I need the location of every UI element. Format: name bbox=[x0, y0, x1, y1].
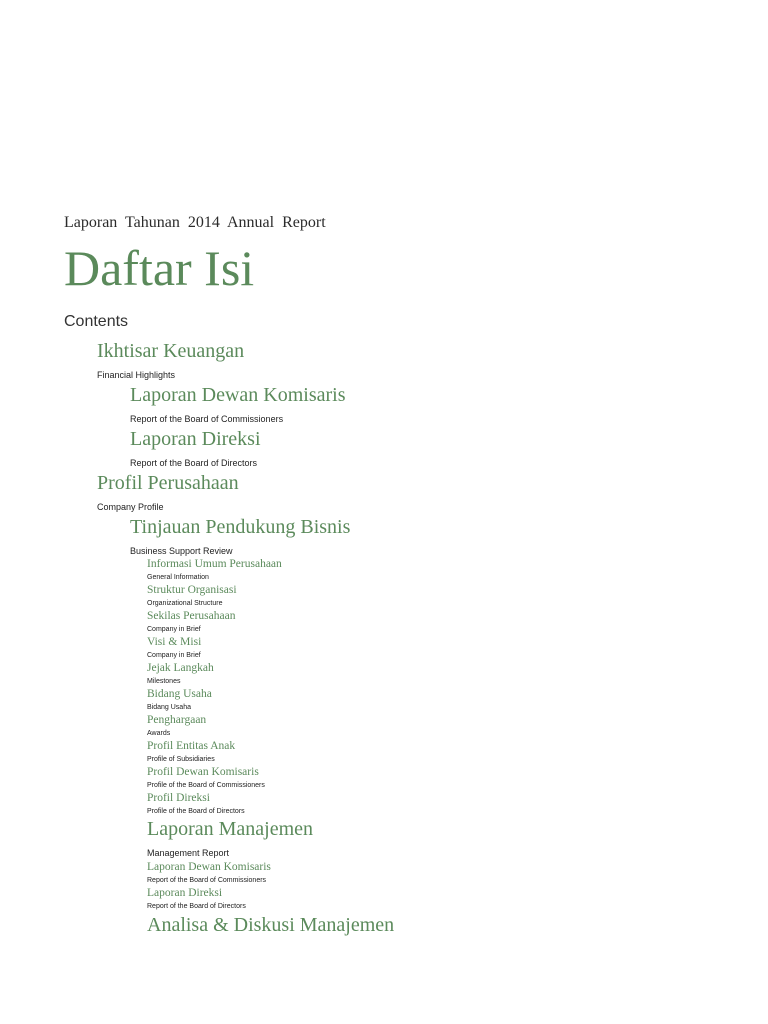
toc-sub-awards: Awards bbox=[147, 730, 171, 737]
toc-item-profil-entitas-anak[interactable]: Profil Entitas Anak bbox=[147, 740, 236, 752]
toc-item-profil-direksi[interactable]: Profil Direksi bbox=[147, 792, 210, 804]
toc-item-laporan-manajemen[interactable]: Laporan Manajemen bbox=[147, 818, 314, 840]
toc-sub-company-profile: Company Profile bbox=[97, 502, 164, 512]
toc-sub-general-information: General Information bbox=[147, 574, 209, 581]
toc-item-analisa-diskusi-manajemen[interactable]: Analisa & Diskusi Manajemen bbox=[147, 914, 395, 936]
toc-sub-report-board-directors: Report of the Board of Directors bbox=[130, 458, 258, 468]
toc-item-bidang-usaha[interactable]: Bidang Usaha bbox=[147, 688, 212, 700]
toc-item-penghargaan[interactable]: Penghargaan bbox=[147, 714, 207, 726]
toc-sub-bidang-usaha: Bidang Usaha bbox=[147, 704, 191, 711]
toc-item-informasi-umum[interactable]: Informasi Umum Perusahaan bbox=[147, 558, 282, 570]
toc-sub-business-support-review: Business Support Review bbox=[130, 546, 233, 556]
toc-item-profil-perusahaan[interactable]: Profil Perusahaan bbox=[97, 472, 239, 494]
report-header: Laporan Tahunan 2014 Annual Report bbox=[64, 214, 326, 231]
toc-item-laporan-direksi[interactable]: Laporan Direksi bbox=[130, 428, 261, 450]
toc-item-laporan-dewan-komisaris-2[interactable]: Laporan Dewan Komisaris bbox=[147, 861, 271, 873]
toc-sub-financial-highlights: Financial Highlights bbox=[97, 370, 176, 380]
toc-sub-organizational-structure: Organizational Structure bbox=[147, 600, 223, 607]
toc-sub-profile-board-commissioners: Profile of the Board of Commissioners bbox=[147, 782, 265, 789]
toc-sub-report-board-directors-2: Report of the Board of Directors bbox=[147, 903, 246, 910]
toc-item-laporan-dewan-komisaris[interactable]: Laporan Dewan Komisaris bbox=[130, 384, 346, 406]
toc-sub-company-in-brief: Company in Brief bbox=[147, 626, 201, 633]
toc-item-struktur-organisasi[interactable]: Struktur Organisasi bbox=[147, 584, 237, 596]
toc-item-visi-misi[interactable]: Visi & Misi bbox=[147, 636, 202, 648]
toc-item-profil-dewan-komisaris[interactable]: Profil Dewan Komisaris bbox=[147, 766, 259, 778]
toc-item-tinjauan-pendukung-bisnis[interactable]: Tinjauan Pendukung Bisnis bbox=[130, 516, 351, 538]
toc-sub-milestones: Milestones bbox=[147, 678, 181, 685]
toc-item-sekilas-perusahaan[interactable]: Sekilas Perusahaan bbox=[147, 610, 236, 622]
toc-sub-management-report: Management Report bbox=[147, 848, 230, 858]
toc-item-ikhtisar-keuangan[interactable]: Ikhtisar Keuangan bbox=[97, 340, 245, 362]
toc-sub-visi-misi: Company in Brief bbox=[147, 652, 201, 659]
toc-item-laporan-direksi-2[interactable]: Laporan Direksi bbox=[147, 887, 223, 899]
toc-sub-report-board-commissioners-2: Report of the Board of Commissioners bbox=[147, 877, 267, 884]
page-title: Daftar Isi bbox=[64, 240, 255, 296]
contents-label: Contents bbox=[64, 313, 129, 330]
toc-sub-profile-subsidiaries: Profile of Subsidiaries bbox=[147, 756, 215, 763]
toc-sub-profile-board-directors: Profile of the Board of Directors bbox=[147, 808, 245, 815]
toc-item-jejak-langkah[interactable]: Jejak Langkah bbox=[147, 662, 214, 674]
toc-sub-report-board-commissioners: Report of the Board of Commissioners bbox=[130, 414, 284, 424]
